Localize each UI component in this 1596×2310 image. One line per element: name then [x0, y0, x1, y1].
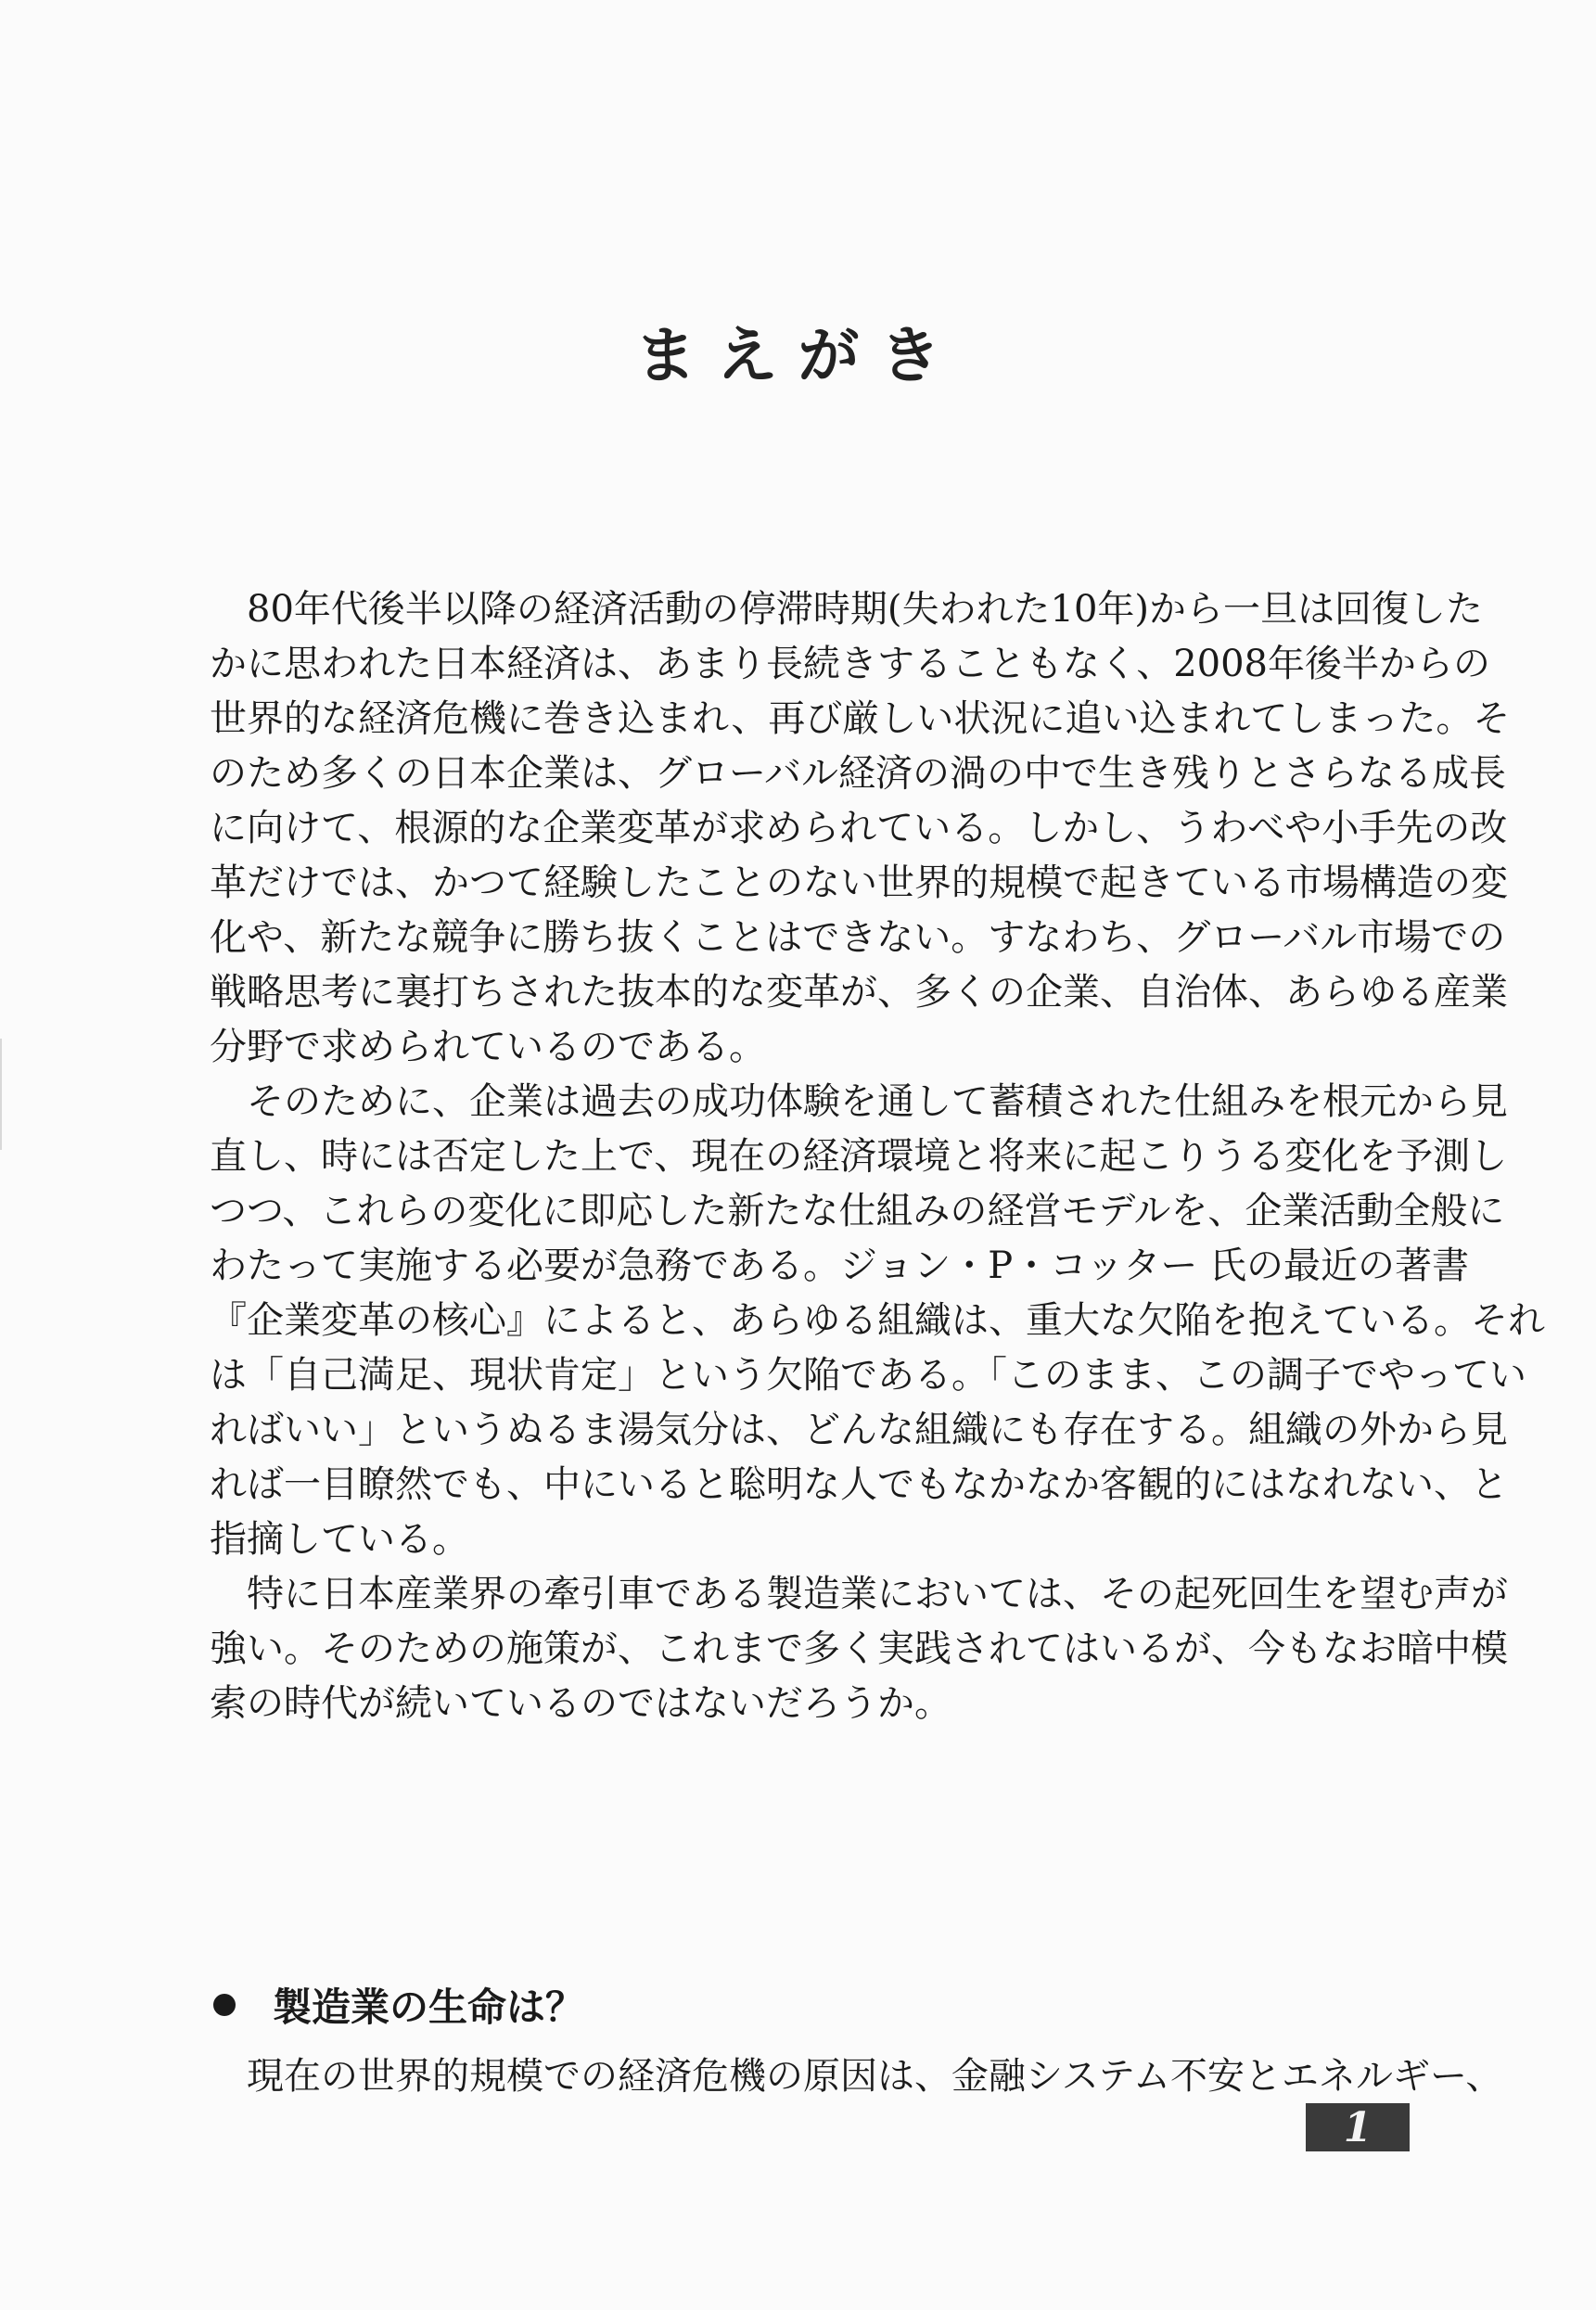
- text-line: のため多くの日本企業は、グローバル経済の渦の中で生き残りとさらなる成長: [210, 752, 1506, 795]
- text-line: ればいい」というぬるま湯気分は、どんな組織にも存在する。組織の外から見: [210, 1409, 1508, 1451]
- bullet-icon: [213, 1994, 236, 2016]
- text-line: そのために、企業は過去の成功体験を通して蓄積された仕組みを根元から見: [210, 1080, 1508, 1123]
- text-line: 強い。そのための施策が、これまで多く実践されてはいるが、今もなお暗中模: [210, 1627, 1508, 1670]
- text-line: 指摘している。: [210, 1518, 469, 1561]
- text-line: 革だけでは、かつて経験したことのない世界的規模で起きている市場構造の変: [210, 861, 1508, 904]
- text-line: に向けて、根源的な企業変革が求められている。しかし、うわべや小手先の改: [210, 807, 1508, 849]
- text-line: わたって実施する必要が急務である。ジョン・P・コッター 氏の最近の著書: [210, 1244, 1470, 1287]
- section-heading-text: 製造業の生命は？: [273, 1985, 585, 2030]
- text-line: 化や、新たな競争に勝ち抜くことはできない。すなわち、グローバル市場での: [210, 916, 1506, 959]
- page-title: まえがき: [634, 320, 962, 391]
- text-line: は「自己満足、現状肯定」という欠陥である。「このまま、この調子でやってい: [210, 1354, 1526, 1397]
- paragraph-3: [210, 1567, 1508, 1731]
- paragraph-2: [210, 1075, 1545, 1567]
- section-heading: [210, 1977, 584, 2033]
- text-line: 80年代後半以降の経済活動の停滞時期(失われた10年)から一旦は回復した: [210, 588, 1484, 631]
- paragraph-1: [210, 582, 1511, 1075]
- text-line: 戦略思考に裏打ちされた抜本的な変革が、多くの企業、自治体、あらゆる産業: [210, 971, 1508, 1014]
- scan-edge-mark: [0, 1039, 2, 1150]
- text-line: れば一目瞭然でも、中にいると聡明な人でもなかなか客観的にはなれない、と: [210, 1463, 1508, 1506]
- text-line: 索の時代が続いているのではないだろうか。: [210, 1682, 951, 1725]
- text-line: かに思われた日本経済は、あまり長続きすることもなく、2008年後半からの: [210, 643, 1490, 685]
- page-number: 1: [1306, 2103, 1410, 2151]
- text-line: 特に日本産業界の牽引車である製造業においては、その起死回生を望む声が: [210, 1573, 1508, 1615]
- section-first-line: 現在の世界的規模での経済危機の原因は、金融システム不安とエネルギー、: [210, 2055, 1503, 2098]
- text-line: 直し、時には否定した上で、現在の経済環境と将来に起こりうる変化を予測し: [210, 1135, 1508, 1178]
- text-line: 『企業変革の核心』によると、あらゆる組織は、重大な欠陥を抱えている。それ: [210, 1299, 1545, 1342]
- preface-body: [210, 582, 1545, 1731]
- text-line: つつ、これらの変化に即応した新たな仕組みの経営モデルを、企業活動全般に: [210, 1190, 1505, 1232]
- text-line: 世界的な経済危機に巻き込まれ、再び厳しい状況に追い込まれてしまった。そ: [210, 697, 1511, 740]
- text-line: 分野で求められているのである。: [210, 1026, 766, 1068]
